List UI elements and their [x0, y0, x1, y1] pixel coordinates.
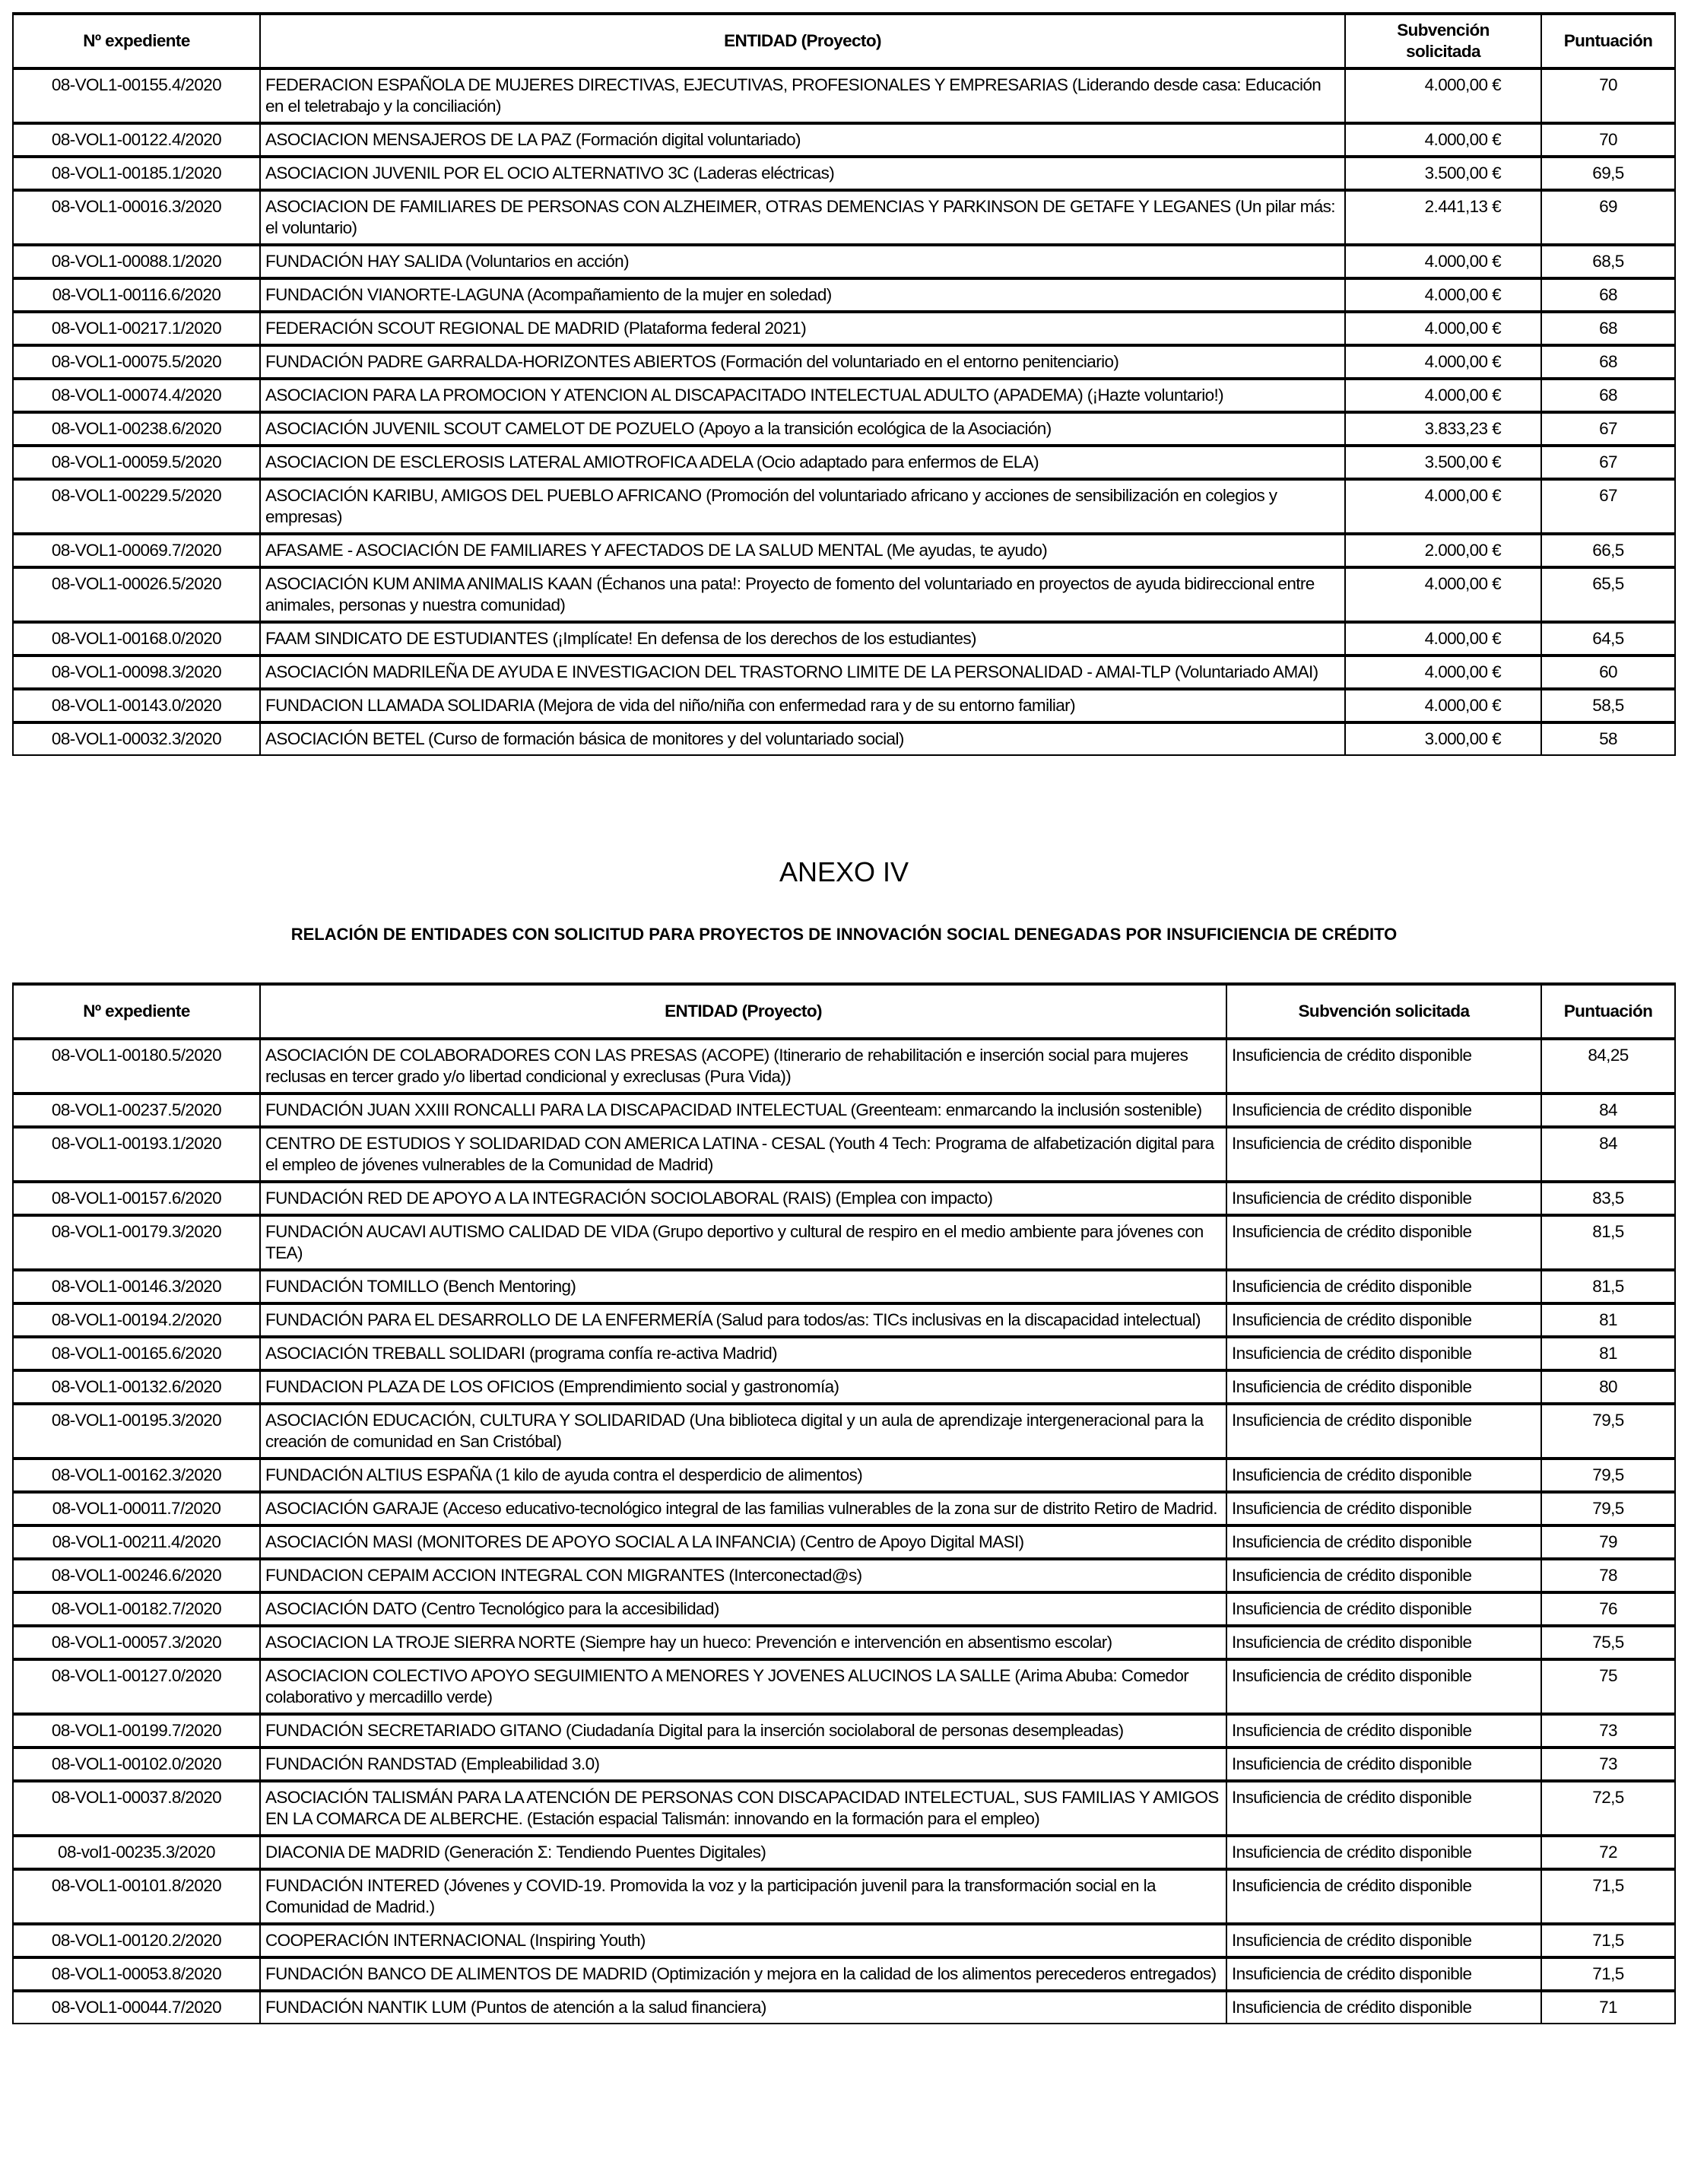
cell-expediente: 08-VOL1-00211.4/2020 [13, 1525, 260, 1559]
cell-expediente: 08-VOL1-00037.8/2020 [13, 1781, 260, 1836]
cell-subvencion: 3.500,00 € [1345, 157, 1541, 190]
table-row [13, 1182, 1675, 1215]
cell-subvencion: Insuficiencia de crédito disponible [1226, 1182, 1541, 1215]
cell-entidad: AFASAME - ASOCIACIÓN DE FAMILIARES Y AFECTADOS DE LA SALUD MENTAL (Me ayudas, te ayudo) [260, 534, 1345, 567]
cell-expediente: 08-VOL1-00229.5/2020 [13, 479, 260, 534]
cell-entidad: ASOCIACIÓN MASI (MONITORES DE APOYO SOCIAL A LA INFANCIA) (Centro de Apoyo Digital MASI) [260, 1525, 1226, 1559]
header-entidad: ENTIDAD (Proyecto) [260, 984, 1226, 1039]
cell-subvencion: Insuficiencia de crédito disponible [1226, 1525, 1541, 1559]
annex-title: ANEXO IV [779, 856, 909, 887]
table-header-row [13, 14, 1675, 68]
cell-expediente: 08-VOL1-00011.7/2020 [13, 1492, 260, 1525]
cell-entidad: FEDERACIÓN SCOUT REGIONAL DE MADRID (Plataforma federal 2021) [260, 312, 1345, 345]
cell-puntuacion: 68 [1541, 312, 1675, 345]
header-entidad: ENTIDAD (Proyecto) [260, 14, 1345, 68]
cell-entidad: ASOCIACIÓN KARIBU, AMIGOS DEL PUEBLO AFRICANO (Promoción del voluntariado africano y acciones de sensibilización en colegios y empresas) [260, 479, 1345, 534]
cell-entidad: FUNDACIÓN SECRETARIADO GITANO (Ciudadanía Digital para la inserción sociolaboral de personas desempleadas) [260, 1714, 1226, 1748]
cell-expediente: 08-VOL1-00180.5/2020 [13, 1039, 260, 1094]
cell-puntuacion: 83,5 [1541, 1182, 1675, 1215]
table-row [13, 1659, 1675, 1714]
table-row [13, 1215, 1675, 1270]
cell-puntuacion: 70 [1541, 123, 1675, 157]
header-puntuacion: Puntuación [1541, 984, 1675, 1039]
cell-puntuacion: 84 [1541, 1127, 1675, 1182]
cell-entidad: ASOCIACIÓN EDUCACIÓN, CULTURA Y SOLIDARIDAD (Una biblioteca digital y un aula de aprendizaje intergeneracional para la creación de comunidad en San Cristóbal) [260, 1404, 1226, 1459]
cell-entidad: ASOCIACIÓN GARAJE (Acceso educativo-tecnológico integral de las familias vulnerables de la zona sur de distrito Retiro de Madrid. [260, 1492, 1226, 1525]
cell-expediente: 08-VOL1-00116.6/2020 [13, 278, 260, 312]
cell-puntuacion: 70 [1541, 68, 1675, 123]
table-row [13, 567, 1675, 622]
cell-entidad: FUNDACIÓN HAY SALIDA (Voluntarios en acción) [260, 245, 1345, 278]
cell-subvencion: Insuficiencia de crédito disponible [1226, 1492, 1541, 1525]
cell-subvencion: Insuficiencia de crédito disponible [1226, 1957, 1541, 1991]
cell-subvencion: Insuficiencia de crédito disponible [1226, 1039, 1541, 1094]
table-row [13, 722, 1675, 755]
table-row [13, 1127, 1675, 1182]
cell-expediente: 08-VOL1-00146.3/2020 [13, 1270, 260, 1303]
table-row [13, 622, 1675, 656]
cell-puntuacion: 76 [1541, 1592, 1675, 1626]
cell-subvencion: 3.833,23 € [1345, 412, 1541, 446]
cell-entidad: ASOCIACIÓN BETEL (Curso de formación básica de monitores y del voluntariado social) [260, 722, 1345, 755]
table-row [13, 1869, 1675, 1924]
cell-subvencion: Insuficiencia de crédito disponible [1226, 1781, 1541, 1836]
cell-entidad: FUNDACION CEPAIM ACCION INTEGRAL CON MIGRANTES (Interconectad@s) [260, 1559, 1226, 1592]
table-row [13, 1337, 1675, 1370]
cell-entidad: ASOCIACIÓN DE COLABORADORES CON LAS PRESAS (ACOPE) (Itinerario de rehabilitación e inserción social para mujeres reclusas en tercer grado y/o libertad condicional y exreclusas (Pura Vida)) [260, 1039, 1226, 1094]
cell-entidad: DIACONIA DE MADRID (Generación Σ: Tendiendo Puentes Digitales) [260, 1836, 1226, 1869]
table-row [13, 312, 1675, 345]
cell-expediente: 08-VOL1-00185.1/2020 [13, 157, 260, 190]
cell-expediente: 08-VOL1-00195.3/2020 [13, 1404, 260, 1459]
cell-entidad: ASOCIACIÓN KUM ANIMA ANIMALIS KAAN (Échanos una pata!: Proyecto de fomento del voluntariado en proyectos de ayuda bidireccional entre animales, personas y nuestra comunidad) [260, 567, 1345, 622]
cell-subvencion: Insuficiencia de crédito disponible [1226, 1659, 1541, 1714]
cell-expediente: 08-VOL1-00127.0/2020 [13, 1659, 260, 1714]
cell-entidad: FUNDACIÓN INTERED (Jóvenes y COVID-19. Promovida la voz y la participación juvenil para la transformación social en la Comunidad de Madrid.) [260, 1869, 1226, 1924]
cell-expediente: 08-VOL1-00179.3/2020 [13, 1215, 260, 1270]
table-row [13, 1370, 1675, 1404]
cell-puntuacion: 67 [1541, 479, 1675, 534]
cell-expediente: 08-VOL1-00193.1/2020 [13, 1127, 260, 1182]
cell-expediente: 08-VOL1-00074.4/2020 [13, 379, 260, 412]
cell-expediente: 08-VOL1-00075.5/2020 [13, 345, 260, 379]
cell-subvencion: Insuficiencia de crédito disponible [1226, 1127, 1541, 1182]
table-row [13, 1957, 1675, 1991]
cell-subvencion: Insuficiencia de crédito disponible [1226, 1991, 1541, 2024]
table-row [13, 379, 1675, 412]
cell-expediente: 08-VOL1-00102.0/2020 [13, 1748, 260, 1781]
table-row [13, 1492, 1675, 1525]
cell-puntuacion: 80 [1541, 1370, 1675, 1404]
cell-expediente: 08-VOL1-00199.7/2020 [13, 1714, 260, 1748]
cell-entidad: ASOCIACION DE FAMILIARES DE PERSONAS CON ALZHEIMER, OTRAS DEMENCIAS Y PARKINSON DE GETAFE Y LEGANES (Un pilar más: el voluntario) [260, 190, 1345, 245]
cell-entidad: COOPERACIÓN INTERNACIONAL (Inspiring Youth) [260, 1924, 1226, 1957]
table-row [13, 1525, 1675, 1559]
table-row [13, 412, 1675, 446]
table-row [13, 1270, 1675, 1303]
cell-subvencion: 4.000,00 € [1345, 278, 1541, 312]
cell-entidad: FUNDACIÓN VIANORTE-LAGUNA (Acompañamiento de la mujer en soledad) [260, 278, 1345, 312]
cell-entidad: FUNDACIÓN BANCO DE ALIMENTOS DE MADRID (Optimización y mejora en la calidad de los alimentos perecederos entregados) [260, 1957, 1226, 1991]
cell-entidad: FUNDACIÓN PADRE GARRALDA-HORIZONTES ABIERTOS (Formación del voluntariado en el entorno penitenciario) [260, 345, 1345, 379]
table-row [13, 1592, 1675, 1626]
table-row [13, 1781, 1675, 1836]
cell-subvencion: 4.000,00 € [1345, 689, 1541, 722]
cell-puntuacion: 64,5 [1541, 622, 1675, 656]
cell-puntuacion: 79,5 [1541, 1492, 1675, 1525]
granted-projects-table [12, 12, 1676, 756]
cell-subvencion: Insuficiencia de crédito disponible [1226, 1303, 1541, 1337]
table-row [13, 345, 1675, 379]
cell-entidad: ASOCIACIÓN MADRILEÑA DE AYUDA E INVESTIGACION DEL TRASTORNO LIMITE DE LA PERSONALIDAD - AMAI-TLP (Voluntariado AMAI) [260, 656, 1345, 689]
cell-puntuacion: 84,25 [1541, 1039, 1675, 1094]
cell-puntuacion: 71,5 [1541, 1957, 1675, 1991]
table-row [13, 1459, 1675, 1492]
cell-puntuacion: 81 [1541, 1303, 1675, 1337]
table-row [13, 1714, 1675, 1748]
cell-subvencion: Insuficiencia de crédito disponible [1226, 1869, 1541, 1924]
cell-expediente: 08-VOL1-00143.0/2020 [13, 689, 260, 722]
header-subvencion: Subvención solicitada [1345, 14, 1541, 68]
cell-entidad: FUNDACION LLAMADA SOLIDARIA (Mejora de vida del niño/niña con enfermedad rara y de su entorno familiar) [260, 689, 1345, 722]
cell-puntuacion: 73 [1541, 1748, 1675, 1781]
table-row [13, 245, 1675, 278]
cell-subvencion: Insuficiencia de crédito disponible [1226, 1270, 1541, 1303]
cell-subvencion: 3.500,00 € [1345, 446, 1541, 479]
cell-entidad: ASOCIACION PARA LA PROMOCION Y ATENCION AL DISCAPACITADO INTELECTUAL ADULTO (APADEMA) (¡Hazte voluntario!) [260, 379, 1345, 412]
cell-puntuacion: 78 [1541, 1559, 1675, 1592]
cell-subvencion: 4.000,00 € [1345, 123, 1541, 157]
cell-entidad: FUNDACIÓN RANDSTAD (Empleabilidad 3.0) [260, 1748, 1226, 1781]
cell-puntuacion: 81 [1541, 1337, 1675, 1370]
cell-expediente: 08-VOL1-00026.5/2020 [13, 567, 260, 622]
table-row [13, 479, 1675, 534]
cell-entidad: ASOCIACION MENSAJEROS DE LA PAZ (Formación digital voluntariado) [260, 123, 1345, 157]
cell-puntuacion: 68 [1541, 278, 1675, 312]
table-row [13, 1626, 1675, 1659]
cell-subvencion: Insuficiencia de crédito disponible [1226, 1459, 1541, 1492]
header-subvencion: Subvención solicitada [1226, 984, 1541, 1039]
cell-subvencion: Insuficiencia de crédito disponible [1226, 1559, 1541, 1592]
cell-puntuacion: 58 [1541, 722, 1675, 755]
cell-subvencion: 3.000,00 € [1345, 722, 1541, 755]
cell-puntuacion: 66,5 [1541, 534, 1675, 567]
table-row [13, 534, 1675, 567]
table-row [13, 1559, 1675, 1592]
cell-entidad: ASOCIACIÓN JUVENIL SCOUT CAMELOT DE POZUELO (Apoyo a la transición ecológica de la Asociación) [260, 412, 1345, 446]
cell-puntuacion: 81,5 [1541, 1270, 1675, 1303]
denied-projects-table [12, 982, 1676, 2024]
table-row [13, 1303, 1675, 1337]
cell-entidad: FUNDACION PLAZA DE LOS OFICIOS (Emprendimiento social y gastronomía) [260, 1370, 1226, 1404]
cell-puntuacion: 68,5 [1541, 245, 1675, 278]
cell-expediente: 08-VOL1-00165.6/2020 [13, 1337, 260, 1370]
cell-subvencion: Insuficiencia de crédito disponible [1226, 1592, 1541, 1626]
cell-subvencion: 2.441,13 € [1345, 190, 1541, 245]
cell-entidad: FAAM SINDICATO DE ESTUDIANTES (¡Implícate! En defensa de los derechos de los estudiantes) [260, 622, 1345, 656]
cell-expediente: 08-VOL1-00246.6/2020 [13, 1559, 260, 1592]
cell-entidad: ASOCIACION COLECTIVO APOYO SEGUIMIENTO A MENORES Y JOVENES ALUCINOS LA SALLE (Arima Abuba: Comedor colaborativo y mercadillo verde) [260, 1659, 1226, 1714]
cell-subvencion: 4.000,00 € [1345, 245, 1541, 278]
cell-expediente: 08-VOL1-00132.6/2020 [13, 1370, 260, 1404]
cell-subvencion: Insuficiencia de crédito disponible [1226, 1094, 1541, 1127]
cell-entidad: FUNDACIÓN NANTIK LUM (Puntos de atención a la salud financiera) [260, 1991, 1226, 2024]
cell-puntuacion: 71 [1541, 1991, 1675, 2024]
cell-puntuacion: 67 [1541, 446, 1675, 479]
cell-subvencion: Insuficiencia de crédito disponible [1226, 1370, 1541, 1404]
cell-puntuacion: 72,5 [1541, 1781, 1675, 1836]
cell-expediente: 08-VOL1-00238.6/2020 [13, 412, 260, 446]
cell-puntuacion: 65,5 [1541, 567, 1675, 622]
cell-entidad: CENTRO DE ESTUDIOS Y SOLIDARIDAD CON AMERICA LATINA - CESAL (Youth 4 Tech: Programa de alfabetización digital para el empleo de jóvenes vulnerables de la Comunidad de Madrid) [260, 1127, 1226, 1182]
cell-expediente: 08-VOL1-00168.0/2020 [13, 622, 260, 656]
table-row [13, 1404, 1675, 1459]
cell-entidad: FEDERACION ESPAÑOLA DE MUJERES DIRECTIVAS, EJECUTIVAS, PROFESIONALES Y EMPRESARIAS (Liderando desde casa: Educación en el teletrabajo y la conciliación) [260, 68, 1345, 123]
cell-subvencion: Insuficiencia de crédito disponible [1226, 1748, 1541, 1781]
cell-puntuacion: 58,5 [1541, 689, 1675, 722]
cell-expediente: 08-VOL1-00069.7/2020 [13, 534, 260, 567]
cell-puntuacion: 79,5 [1541, 1404, 1675, 1459]
table-row [13, 1039, 1675, 1094]
cell-expediente: 08-vol1-00235.3/2020 [13, 1836, 260, 1869]
cell-subvencion: Insuficiencia de crédito disponible [1226, 1836, 1541, 1869]
cell-puntuacion: 68 [1541, 345, 1675, 379]
cell-entidad: FUNDACIÓN TOMILLO (Bench Mentoring) [260, 1270, 1226, 1303]
header-expediente: Nº expediente [13, 984, 260, 1039]
cell-expediente: 08-VOL1-00032.3/2020 [13, 722, 260, 755]
table-row [13, 1094, 1675, 1127]
cell-expediente: 08-VOL1-00120.2/2020 [13, 1924, 260, 1957]
cell-puntuacion: 72 [1541, 1836, 1675, 1869]
cell-entidad: ASOCIACIÓN DATO (Centro Tecnológico para la accesibilidad) [260, 1592, 1226, 1626]
cell-entidad: FUNDACIÓN PARA EL DESARROLLO DE LA ENFERMERÍA (Salud para todos/as: TICs inclusivas en la discapacidad intelectual) [260, 1303, 1226, 1337]
cell-entidad: FUNDACIÓN ALTIUS ESPAÑA (1 kilo de ayuda contra el desperdicio de alimentos) [260, 1459, 1226, 1492]
cell-expediente: 08-VOL1-00016.3/2020 [13, 190, 260, 245]
cell-subvencion: 4.000,00 € [1345, 68, 1541, 123]
cell-subvencion: 2.000,00 € [1345, 534, 1541, 567]
table-row [13, 1924, 1675, 1957]
cell-expediente: 08-VOL1-00237.5/2020 [13, 1094, 260, 1127]
cell-puntuacion: 73 [1541, 1714, 1675, 1748]
cell-puntuacion: 69,5 [1541, 157, 1675, 190]
cell-expediente: 08-VOL1-00182.7/2020 [13, 1592, 260, 1626]
cell-expediente: 08-VOL1-00157.6/2020 [13, 1182, 260, 1215]
cell-subvencion: 4.000,00 € [1345, 312, 1541, 345]
cell-puntuacion: 75,5 [1541, 1626, 1675, 1659]
cell-subvencion: 4.000,00 € [1345, 379, 1541, 412]
cell-subvencion: Insuficiencia de crédito disponible [1226, 1924, 1541, 1957]
cell-expediente: 08-VOL1-00155.4/2020 [13, 68, 260, 123]
cell-puntuacion: 79 [1541, 1525, 1675, 1559]
cell-entidad: FUNDACIÓN AUCAVI AUTISMO CALIDAD DE VIDA (Grupo deportivo y cultural de respiro en el medio ambiente para jóvenes con TEA) [260, 1215, 1226, 1270]
table-row [13, 68, 1675, 123]
header-expediente: Nº expediente [13, 14, 260, 68]
cell-puntuacion: 75 [1541, 1659, 1675, 1714]
cell-puntuacion: 69 [1541, 190, 1675, 245]
table-row [13, 1836, 1675, 1869]
table-row [13, 656, 1675, 689]
table-row [13, 1991, 1675, 2024]
cell-expediente: 08-VOL1-00101.8/2020 [13, 1869, 260, 1924]
cell-expediente: 08-VOL1-00217.1/2020 [13, 312, 260, 345]
cell-entidad: FUNDACIÓN RED DE APOYO A LA INTEGRACIÓN SOCIOLABORAL (RAIS) (Emplea con impacto) [260, 1182, 1226, 1215]
annex-subtitle: RELACIÓN DE ENTIDADES CON SOLICITUD PARA PROYECTOS DE INNOVACIÓN SOCIAL DENEGADAS POR INSUFICIENCIA DE CRÉDITO [290, 925, 1398, 944]
cell-subvencion: 4.000,00 € [1345, 567, 1541, 622]
cell-expediente: 08-VOL1-00053.8/2020 [13, 1957, 260, 1991]
cell-expediente: 08-VOL1-00057.3/2020 [13, 1626, 260, 1659]
cell-puntuacion: 71,5 [1541, 1924, 1675, 1957]
cell-entidad: ASOCIACIÓN TREBALL SOLIDARI (programa confía re-activa Madrid) [260, 1337, 1226, 1370]
cell-expediente: 08-VOL1-00098.3/2020 [13, 656, 260, 689]
table-row [13, 190, 1675, 245]
cell-expediente: 08-VOL1-00059.5/2020 [13, 446, 260, 479]
cell-entidad: ASOCIACION DE ESCLEROSIS LATERAL AMIOTROFICA ADELA (Ocio adaptado para enfermos de ELA) [260, 446, 1345, 479]
cell-subvencion: Insuficiencia de crédito disponible [1226, 1215, 1541, 1270]
cell-expediente: 08-VOL1-00162.3/2020 [13, 1459, 260, 1492]
cell-subvencion: 4.000,00 € [1345, 345, 1541, 379]
header-puntuacion: Puntuación [1541, 14, 1675, 68]
cell-expediente: 08-VOL1-00194.2/2020 [13, 1303, 260, 1337]
cell-subvencion: Insuficiencia de crédito disponible [1226, 1714, 1541, 1748]
cell-subvencion: Insuficiencia de crédito disponible [1226, 1404, 1541, 1459]
cell-expediente: 08-VOL1-00044.7/2020 [13, 1991, 260, 2024]
cell-entidad: FUNDACIÓN JUAN XXIII RONCALLI PARA LA DISCAPACIDAD INTELECTUAL (Greenteam: enmarcando la inclusión sostenible) [260, 1094, 1226, 1127]
cell-puntuacion: 81,5 [1541, 1215, 1675, 1270]
table-row [13, 157, 1675, 190]
cell-entidad: ASOCIACIÓN TALISMÁN PARA LA ATENCIÓN DE PERSONAS CON DISCAPACIDAD INTELECTUAL, SUS FAMILIAS Y AMIGOS EN LA COMARCA DE ALBERCHE. (Estación espacial Talismán: innovando en la formación para el empleo) [260, 1781, 1226, 1836]
table-row [13, 278, 1675, 312]
table-row [13, 446, 1675, 479]
cell-puntuacion: 68 [1541, 379, 1675, 412]
cell-subvencion: Insuficiencia de crédito disponible [1226, 1337, 1541, 1370]
cell-subvencion: 4.000,00 € [1345, 479, 1541, 534]
cell-subvencion: Insuficiencia de crédito disponible [1226, 1626, 1541, 1659]
cell-puntuacion: 84 [1541, 1094, 1675, 1127]
table-row [13, 1748, 1675, 1781]
cell-entidad: ASOCIACION JUVENIL POR EL OCIO ALTERNATIVO 3C (Laderas eléctricas) [260, 157, 1345, 190]
table-row [13, 689, 1675, 722]
cell-expediente: 08-VOL1-00088.1/2020 [13, 245, 260, 278]
cell-puntuacion: 60 [1541, 656, 1675, 689]
cell-puntuacion: 67 [1541, 412, 1675, 446]
cell-subvencion: 4.000,00 € [1345, 656, 1541, 689]
cell-puntuacion: 79,5 [1541, 1459, 1675, 1492]
table-header-row [13, 984, 1675, 1039]
table-row [13, 123, 1675, 157]
cell-subvencion: 4.000,00 € [1345, 622, 1541, 656]
cell-entidad: ASOCIACION LA TROJE SIERRA NORTE (Siempre hay un hueco: Prevención e intervención en absentismo escolar) [260, 1626, 1226, 1659]
cell-puntuacion: 71,5 [1541, 1869, 1675, 1924]
cell-expediente: 08-VOL1-00122.4/2020 [13, 123, 260, 157]
